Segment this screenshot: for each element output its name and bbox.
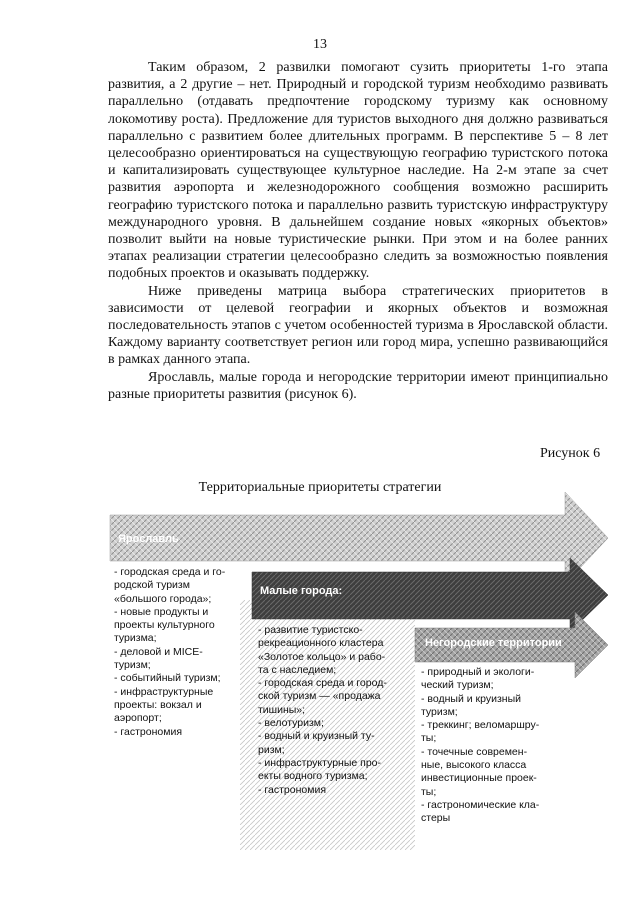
list-item: ты;: [421, 732, 437, 745]
list-item: туризм;: [421, 705, 458, 718]
list-item: - событийный туризм;: [114, 672, 221, 685]
list-item: рекреационного кластера: [258, 637, 384, 650]
list-item: «большого города»;: [114, 592, 212, 605]
list-item: стеры: [421, 812, 451, 825]
list-item: - гастрономия: [258, 783, 326, 796]
list-item: - треккинг; веломаршру-: [421, 719, 540, 732]
list-item: ческий туризм;: [421, 679, 494, 692]
arrow-2-label: Малые города:: [260, 585, 343, 597]
list-item: - гастрономические кла-: [421, 798, 540, 811]
list-item: - городская среда и город-: [258, 677, 387, 690]
figure-label: Рисунок 6: [540, 446, 601, 461]
paragraph-3: Ярославль, малые города и негородские территории имеют принципиально разные приоритеты развития (рисунок 6).: [108, 369, 608, 402]
list-item: тишины»;: [258, 703, 306, 716]
arrow-1-label: Ярославль: [118, 533, 179, 545]
paragraph-1: Таким образом, 2 развилки помогают сузить приоритеты 1-го этапа развития, а 2 другие – нет. Природный и городской туризм необходимо развивать параллельно (отдавать предпочтение городскому туризму как основному локомотиву роста). Предложение для туристов выходного дня должно развиваться параллельно с развитием более длительных программ. В перспективе 5 – 8 лет целесообразно ориентироваться на существующую географию туристского потока и капитализировать существующее культурное наследие. На 2-м этапе за счет развития аэропорта и железнодорожного сообщения возможно расширить географию туристского потока и параллельно развить туристскую инфраструктуру международного уровня. В дальнейшем создание новых «якорных объектов» позволит выйти на новые туристические рынки. При этом и на более ранних этапах реализации стратегии целесообразно следить за возможностью появления подобных проектов и оказывать поддержку.: [108, 60, 608, 282]
list-item: та с наследием;: [258, 663, 337, 676]
list-item: ные, высокого класса: [421, 759, 527, 772]
list-item: - точечные современ-: [421, 745, 528, 758]
list-item: аэропорт;: [114, 712, 162, 725]
list-item: - развитие туристско-: [258, 624, 363, 636]
page-number: 13: [313, 37, 327, 52]
arrow-2-items: [258, 624, 413, 797]
list-item: проекты: вокзал и: [114, 698, 202, 711]
list-item: - городская среда и го-: [114, 566, 226, 578]
paragraph-2: Ниже приведены матрица выбора стратегических приоритетов в зависимости от целевой географии и якорных объектов и возможная последовательность этапов с учетом особенностей туризма в Ярославской области. Каждому варианту соответствует регион или город мира, успешно развивающийся в рамках данного этапа.: [108, 283, 608, 368]
arrow-1-items: [114, 566, 240, 739]
list-item: ской туризм — «продажа: [258, 690, 381, 703]
list-item: туризма;: [114, 632, 157, 645]
list-item: ты;: [421, 785, 437, 798]
list-item: - водный и круизный ту-: [258, 730, 375, 743]
list-item: проекты культурного: [114, 619, 215, 632]
list-item: родской туризм: [114, 579, 190, 592]
list-item: инвестиционные проек-: [421, 772, 537, 785]
list-item: - инфраструктурные: [114, 685, 214, 698]
arrow-3-label: Негородские территории: [425, 637, 562, 649]
list-item: екты водного туризма;: [258, 770, 368, 783]
list-item: «Золотое кольцо» и рабо-: [258, 650, 386, 663]
list-item: - водный и круизный: [421, 692, 521, 705]
list-item: - гастрономия: [114, 725, 182, 738]
list-item: ризм;: [258, 743, 285, 756]
list-item: - природный и экологи-: [421, 666, 535, 678]
list-item: - инфраструктурные про-: [258, 756, 382, 769]
list-item: - деловой и MICE-: [114, 645, 203, 658]
list-item: - велотуризм;: [258, 717, 324, 730]
arrow-3-items: [421, 666, 571, 826]
figure-title: Территориальные приоритеты стратегии: [198, 480, 442, 495]
list-item: - новые продукты и: [114, 605, 209, 618]
list-item: туризм;: [114, 659, 151, 672]
